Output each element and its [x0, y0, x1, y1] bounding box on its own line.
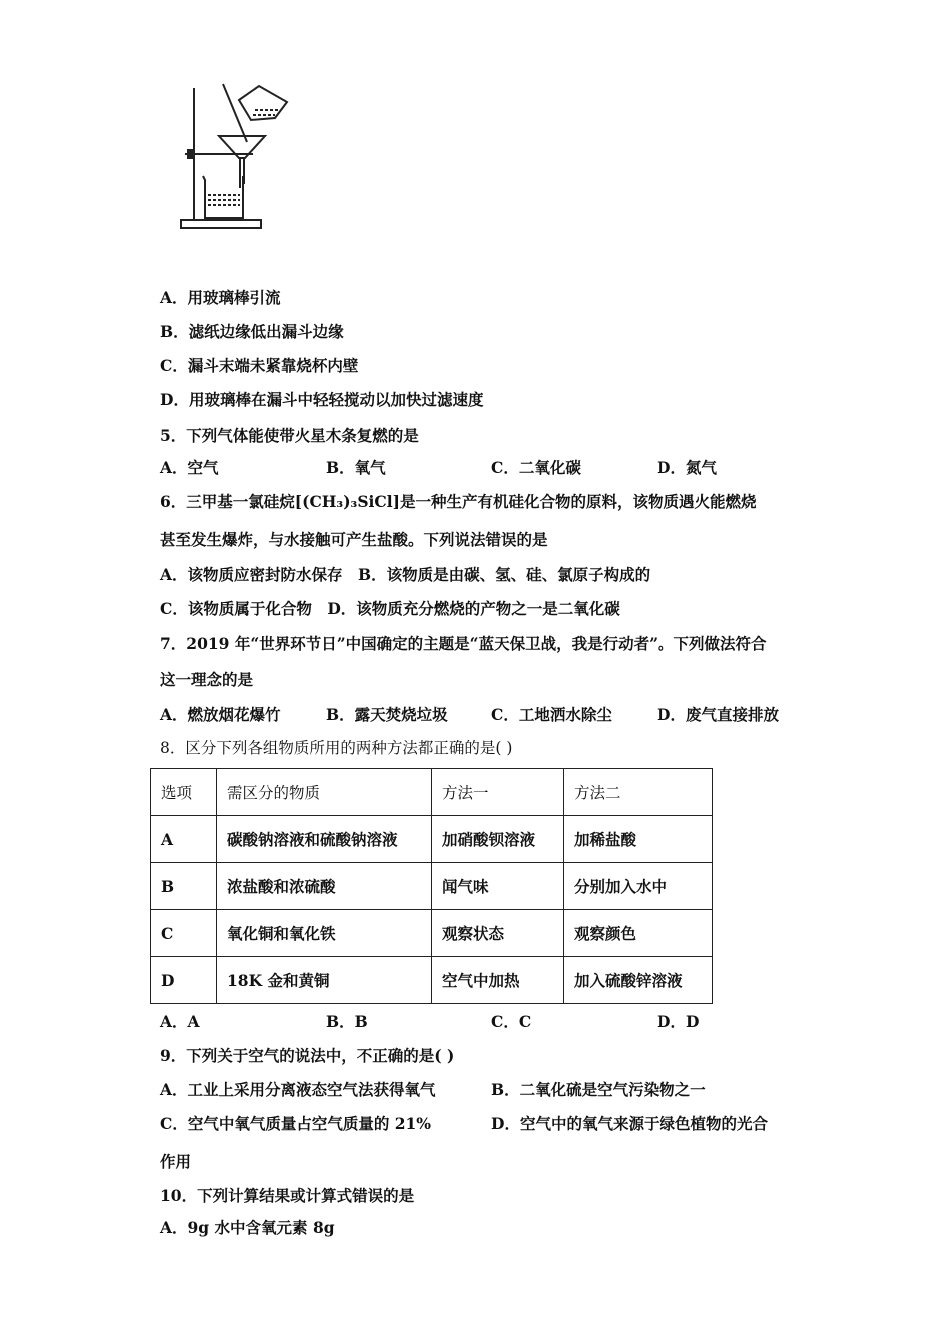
q7-option-b: B．露天焚烧垃圾 [326, 705, 448, 724]
table-header-cell: 选项 [151, 769, 217, 816]
q8-option-b: B．B [326, 1012, 368, 1031]
table-row [151, 910, 713, 957]
q7-option-c: C．工地洒水除尘 [491, 705, 612, 724]
table-cell: B [151, 863, 217, 910]
q9-option-d: D．空气中的氧气来源于绿色植物的光合 [491, 1114, 768, 1133]
q6-stem-line2: 甚至发生爆炸，与水接触可产生盐酸。下列说法错误的是 [160, 530, 548, 549]
q8-option-d: D．D [657, 1012, 700, 1031]
filtration-apparatus-figure [175, 80, 300, 244]
table-cell: 加入硫酸锌溶液 [564, 957, 713, 1004]
q4-option-b: B．滤纸边缘低出漏斗边缘 [160, 322, 344, 341]
q7-option-a: A．燃放烟花爆竹 [160, 705, 281, 724]
table-cell: 闻气味 [432, 863, 564, 910]
q6-options-line2: C．该物质属于化合物 D．该物质充分燃烧的产物之一是二氧化碳 [160, 599, 620, 618]
table-cell: 18K 金和黄铜 [217, 957, 432, 1004]
q5-option-d: D．氮气 [657, 458, 717, 477]
table-cell: C [151, 910, 217, 957]
q9-option-a: A．工业上采用分离液态空气法获得氧气 [160, 1080, 436, 1099]
table-cell: 观察颜色 [564, 910, 713, 957]
q10-option-a: A．9g 水中含氧元素 8g [160, 1218, 335, 1237]
q9-option-c: C．空气中氧气质量占空气质量的 21% [160, 1114, 432, 1133]
q6-stem-line1: 6．三甲基一氯硅烷[(CH₃)₃SiCl]是一种生产有机硅化合物的原料，该物质遇火能燃烧 [160, 492, 757, 511]
q8-stem: 8．区分下列各组物质所用的两种方法都正确的是( ) [160, 739, 513, 757]
q6-options-line1: A．该物质应密封防水保存 B．该物质是由碳、氢、硅、氯原子构成的 [160, 565, 651, 584]
table-cell: 观察状态 [432, 910, 564, 957]
q8-table [150, 768, 713, 1004]
table-row [151, 863, 713, 910]
table-row [151, 957, 713, 1004]
table-header-cell: 方法二 [564, 769, 713, 816]
table-cell: 加硝酸钡溶液 [432, 816, 564, 863]
q8-option-c: C．C [491, 1012, 532, 1031]
q5-option-b: B．氧气 [326, 458, 386, 477]
q4-option-d: D．用玻璃棒在漏斗中轻轻搅动以加快过滤速度 [160, 390, 484, 409]
q4-option-a: A．用玻璃棒引流 [160, 288, 281, 307]
filtration-apparatus-drawing [175, 80, 300, 240]
q9-option-d-continuation: 作用 [160, 1152, 192, 1171]
table-cell: 分别加入水中 [564, 863, 713, 910]
q7-stem-line2: 这一理念的是 [160, 670, 254, 689]
table-cell: 浓盐酸和浓硫酸 [217, 863, 432, 910]
q8-option-a: A．A [160, 1012, 200, 1031]
q9-option-b: B．二氧化硫是空气污染物之一 [491, 1080, 706, 1099]
q5-option-a: A．空气 [160, 458, 219, 477]
table-cell: D [151, 957, 217, 1004]
q7-stem-line1: 7．2019 年“世界环节日”中国确定的主题是“蓝天保卫战，我是行动者”。下列做法符合 [160, 634, 767, 653]
q4-option-c: C．漏斗末端未紧靠烧杯内壁 [160, 356, 359, 375]
q9-stem: 9．下列关于空气的说法中，不正确的是( ) [160, 1046, 455, 1065]
table-row [151, 816, 713, 863]
table-cell: A [151, 816, 217, 863]
q5-option-c: C．二氧化碳 [491, 458, 581, 477]
table-header-cell: 方法一 [432, 769, 564, 816]
table-cell: 碳酸钠溶液和硫酸钠溶液 [217, 816, 432, 863]
table-cell: 氧化铜和氧化铁 [217, 910, 432, 957]
q10-stem: 10．下列计算结果或计算式错误的是 [160, 1186, 415, 1205]
q5-stem: 5．下列气体能使带火星木条复燃的是 [160, 426, 419, 445]
table-cell: 空气中加热 [432, 957, 564, 1004]
table-cell: 加稀盐酸 [564, 816, 713, 863]
table-header-row [151, 769, 713, 816]
q7-option-d: D．废气直接排放 [657, 705, 779, 724]
table-header-cell: 需区分的物质 [217, 769, 432, 816]
